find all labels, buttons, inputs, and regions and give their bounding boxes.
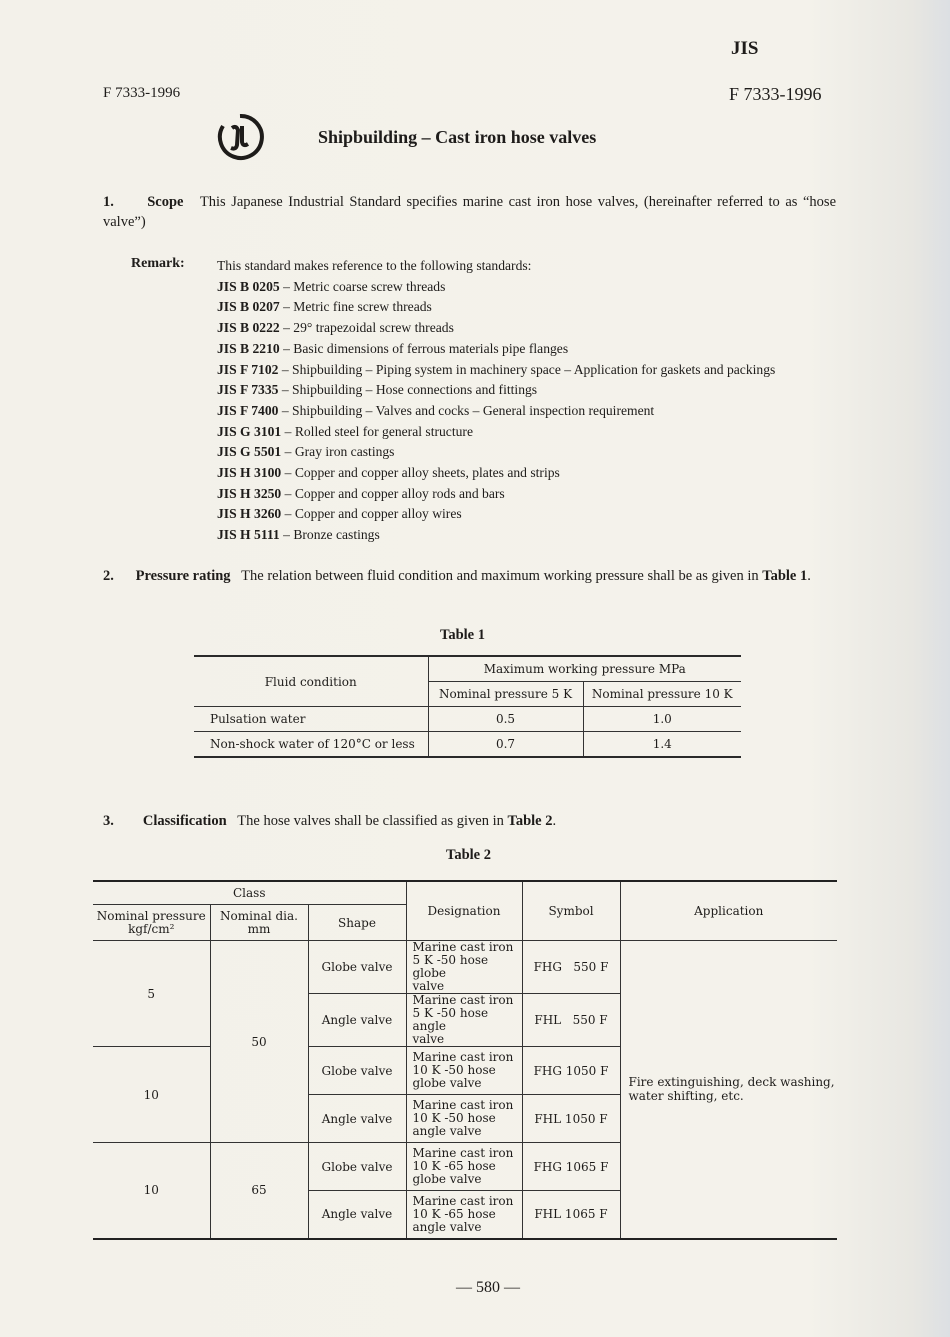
table2-header-nominal-dia: Nominal dia. mm bbox=[210, 905, 308, 941]
standard-number-left: F 7333-1996 bbox=[103, 85, 181, 101]
table2-header-symbol: Symbol bbox=[522, 881, 620, 941]
reference-item: JIS B 0222 – 29° trapezoidal screw threads bbox=[217, 320, 454, 336]
table2-designation: Marine cast iron 10 K -65 hose angle valve bbox=[406, 1191, 522, 1239]
reference-item: JIS H 3250 – Copper and copper alloy rods and bars bbox=[217, 485, 505, 501]
table2-reference: Table 2 bbox=[507, 813, 553, 829]
document-title: Shipbuilding – Cast iron hose valves bbox=[318, 127, 597, 147]
table1-condition: Pulsation water bbox=[194, 707, 428, 732]
table2-nominal-dia: 50 bbox=[210, 941, 308, 1143]
table1-value-5k: 0.7 bbox=[428, 732, 583, 758]
scope-section bbox=[103, 192, 836, 232]
table1-value-10k: 1.4 bbox=[583, 732, 741, 758]
table1-caption: Table 1 bbox=[440, 627, 485, 643]
page-number: — 580 — bbox=[456, 1279, 520, 1296]
pressure-number: 2. bbox=[103, 568, 114, 584]
table2-symbol: FHL 1065 F bbox=[522, 1191, 620, 1239]
table2-shape: Globe valve bbox=[308, 1047, 406, 1095]
remark-label: Remark: bbox=[131, 256, 185, 271]
reference-item: JIS H 3260 – Copper and copper alloy wires bbox=[217, 506, 462, 522]
pressure-rating-table bbox=[194, 655, 741, 758]
table2-symbol: FHG 1065 F bbox=[522, 1143, 620, 1191]
table2-designation: Marine cast iron 5 K -50 hose globe valve bbox=[406, 941, 522, 994]
pressure-text: The relation between fluid condition and maximum working pressure shall be as given in bbox=[241, 568, 759, 584]
table2-header-application: Application bbox=[620, 881, 837, 941]
standard-number-right: F 7333-1996 bbox=[729, 84, 822, 104]
table2-caption: Table 2 bbox=[446, 847, 491, 863]
table-row bbox=[93, 941, 837, 994]
table2-shape: Angle valve bbox=[308, 1095, 406, 1143]
table2-header-shape: Shape bbox=[308, 905, 406, 941]
table1-header-fluid: Fluid condition bbox=[194, 656, 428, 707]
jis-certification-mark-icon bbox=[215, 112, 265, 162]
table2-symbol: FHL 550 F bbox=[522, 994, 620, 1047]
table2-symbol: FHL 1050 F bbox=[522, 1095, 620, 1143]
table2-shape: Angle valve bbox=[308, 994, 406, 1047]
table2-nominal-pressure: 5 bbox=[93, 941, 210, 1047]
table2-designation: Marine cast iron 10 K -50 hose globe valve bbox=[406, 1047, 522, 1095]
pressure-rating-section: 2. Pressure rating The relation between fluid condition and maximum working pressure shall be as given in Table 1. bbox=[103, 568, 811, 584]
table1-header-group: Maximum working pressure MPa bbox=[428, 656, 741, 682]
classification-text: The hose valves shall be classified as given in bbox=[237, 813, 504, 829]
scope-heading: Scope bbox=[147, 194, 184, 210]
table1-header-5k: Nominal pressure 5 K bbox=[428, 682, 583, 707]
table1-header-10k: Nominal pressure 10 K bbox=[583, 682, 741, 707]
remark-intro: This standard makes reference to the following standards: bbox=[217, 258, 532, 273]
table2-nominal-pressure: 10 bbox=[93, 1047, 210, 1143]
table2-application: Fire extinguishing, deck washing, water shifting, etc. bbox=[620, 941, 837, 1239]
reference-list bbox=[217, 256, 775, 546]
classification-table bbox=[93, 880, 837, 1240]
table1-value-5k: 0.5 bbox=[428, 707, 583, 732]
reference-item: JIS H 5111 – Bronze castings bbox=[217, 527, 380, 543]
reference-item: JIS B 2210 – Basic dimensions of ferrous materials pipe flanges bbox=[217, 340, 569, 356]
classification-section: 3. Classification The hose valves shall be classified as given in Table 2. bbox=[103, 813, 557, 829]
table2-designation: Marine cast iron 10 K -50 hose angle valve bbox=[406, 1095, 522, 1143]
table2-shape: Globe valve bbox=[308, 1143, 406, 1191]
table2-nominal-dia: 65 bbox=[210, 1143, 308, 1239]
reference-item: JIS B 0205 – Metric coarse screw threads bbox=[217, 278, 446, 294]
table2-nominal-pressure: 10 bbox=[93, 1143, 210, 1239]
table1-value-10k: 1.0 bbox=[583, 707, 741, 732]
table-row bbox=[194, 707, 741, 732]
reference-item: JIS B 0207 – Metric fine screw threads bbox=[217, 299, 432, 315]
table2-shape: Angle valve bbox=[308, 1191, 406, 1239]
table2-shape: Globe valve bbox=[308, 941, 406, 994]
reference-item: JIS G 3101 – Rolled steel for general structure bbox=[217, 423, 473, 439]
table2-designation: Marine cast iron 10 K -65 hose globe valve bbox=[406, 1143, 522, 1191]
table-row bbox=[194, 732, 741, 758]
reference-item: JIS F 7335 – Shipbuilding – Hose connections and fittings bbox=[217, 382, 538, 398]
scope-text: This Japanese Industrial Standard specifies marine cast iron hose valves, (hereinafter referred to as “hose valve”) bbox=[103, 194, 837, 230]
reference-item: JIS G 5501 – Gray iron castings bbox=[217, 444, 395, 460]
table2-designation: Marine cast iron 5 K -50 hose angle valve bbox=[406, 994, 522, 1047]
table2-header-designation: Designation bbox=[406, 881, 522, 941]
table1-condition: Non-shock water of 120°C or less bbox=[194, 732, 428, 758]
reference-item: JIS F 7102 – Shipbuilding – Piping system in machinery space – Application for gaskets and packings bbox=[217, 361, 776, 377]
jis-mark: JIS bbox=[731, 38, 759, 59]
reference-item: JIS H 3100 – Copper and copper alloy sheets, plates and strips bbox=[217, 465, 560, 481]
table2-symbol: FHG 550 F bbox=[522, 941, 620, 994]
classification-heading: Classification bbox=[142, 813, 227, 829]
reference-item: JIS F 7400 – Shipbuilding – Valves and cocks – General inspection requirement bbox=[217, 402, 655, 418]
table2-header-nominal-pressure: Nominal pressure kgf/cm² bbox=[93, 905, 210, 941]
scope-number: 1. bbox=[103, 194, 114, 210]
classification-number: 3. bbox=[103, 813, 114, 829]
table2-header-class: Class bbox=[93, 881, 406, 905]
table1-reference: Table 1 bbox=[762, 568, 808, 584]
table2-symbol: FHG 1050 F bbox=[522, 1047, 620, 1095]
pressure-heading: Pressure rating bbox=[135, 568, 231, 584]
